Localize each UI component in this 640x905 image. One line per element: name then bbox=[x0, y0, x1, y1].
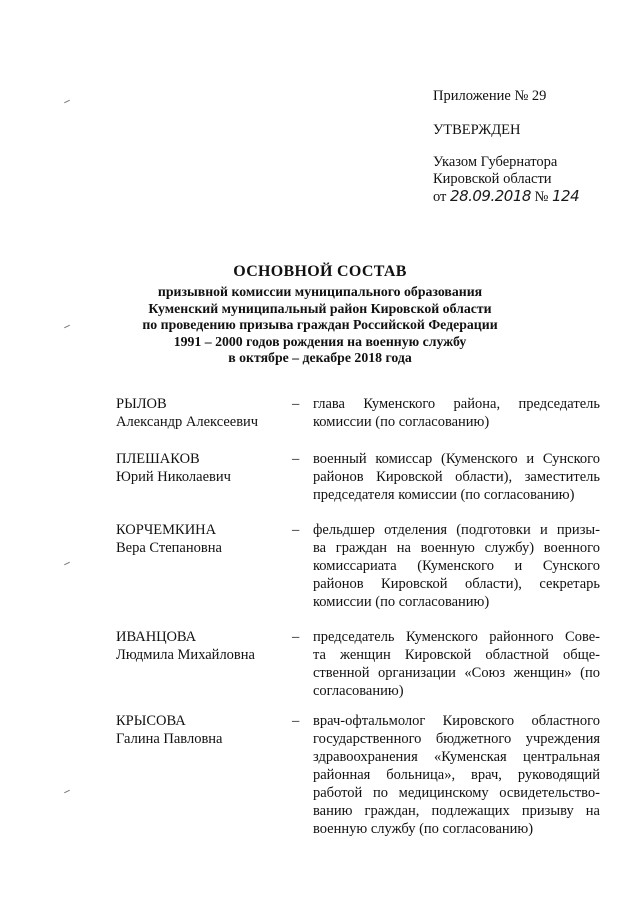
position-line: работой по медицинскому освидетельство- bbox=[313, 785, 600, 801]
member-surname: КОРЧЕМКИНА bbox=[116, 522, 217, 538]
dash-separator: – bbox=[292, 713, 300, 729]
member-surname: РЫЛОВ bbox=[116, 396, 167, 412]
margin-mark bbox=[64, 100, 70, 103]
member-name bbox=[116, 628, 286, 664]
position-line: комиссии (по согласованию) bbox=[313, 414, 490, 430]
title-line: по проведению призыва граждан Российской Федерации bbox=[142, 317, 498, 332]
dash-separator: – bbox=[292, 396, 300, 412]
position-line: военную службу (по согласованию) bbox=[313, 821, 534, 837]
position-line: согласованию) bbox=[313, 683, 404, 699]
position-line: комиссии (по согласованию) bbox=[313, 594, 490, 610]
position-line: ванию граждан, подлежащих призыву на bbox=[313, 803, 600, 819]
member-given-names: Александр Алексеевич bbox=[116, 414, 259, 430]
title-line: Куменский муниципальный район Кировской области bbox=[148, 300, 492, 316]
position-line: врач-офтальмолог Кировского областного bbox=[313, 713, 600, 729]
member-position bbox=[313, 395, 600, 431]
position-line: районов Кировской области), заместитель bbox=[313, 469, 600, 485]
member-position bbox=[313, 628, 600, 700]
member-name bbox=[116, 712, 286, 748]
margin-mark bbox=[64, 790, 70, 793]
member-given-names: Юрий Николаевич bbox=[116, 469, 231, 485]
dash-separator: – bbox=[292, 522, 300, 538]
date-prefix: от bbox=[433, 189, 447, 205]
decree-block bbox=[433, 154, 579, 206]
member-position bbox=[313, 521, 600, 611]
member-given-names: Людмила Михайловна bbox=[116, 647, 255, 663]
title-line: в октябре – декабре 2018 года bbox=[228, 350, 412, 365]
title-line: 1991 – 2000 годов рождения на военную службу bbox=[173, 333, 467, 349]
position-line: ва граждан на военную службу) военного bbox=[313, 540, 600, 556]
title-line: призывной комиссии муниципального образования bbox=[157, 284, 483, 299]
approved-label: УТВЕРЖДЕН bbox=[433, 122, 521, 138]
member-given-names: Галина Павловна bbox=[116, 731, 223, 747]
appendix-label: Приложение № 29 bbox=[433, 88, 547, 104]
position-line: государственного бюджетного учреждения bbox=[313, 731, 600, 747]
position-line: ственной организации «Союз женщин» (по bbox=[313, 665, 600, 681]
number-prefix: № bbox=[534, 189, 549, 205]
position-line: та женщин Кировской областной обще- bbox=[313, 647, 600, 663]
dash-separator: – bbox=[292, 451, 300, 467]
position-line: военный комиссар (Куменского и Сунского bbox=[313, 451, 600, 467]
decree-date-line bbox=[433, 188, 579, 206]
position-line: районов Кировской области), секретарь bbox=[313, 576, 600, 592]
member-position bbox=[313, 450, 600, 504]
handwritten-number: 124 bbox=[552, 187, 580, 205]
dash-separator: – bbox=[292, 629, 300, 645]
position-line: комиссариата (Куменского и Сунского bbox=[313, 558, 600, 574]
document-title bbox=[100, 262, 540, 367]
member-given-names: Вера Степановна bbox=[116, 540, 222, 556]
decree-line: Указом Губернатора bbox=[433, 154, 558, 170]
position-line: председатель Куменского районного Сове- bbox=[313, 629, 600, 645]
member-position bbox=[313, 712, 600, 838]
position-line: районная больница», врач, руководящий bbox=[313, 767, 600, 783]
member-name bbox=[116, 450, 286, 486]
position-line: здравоохранения «Куменская центральная bbox=[313, 749, 600, 765]
handwritten-date: 28.09.2018 bbox=[450, 187, 531, 205]
margin-mark bbox=[64, 562, 70, 565]
member-surname: ИВАНЦОВА bbox=[116, 629, 197, 645]
member-surname: КРЫСОВА bbox=[116, 713, 186, 729]
member-name bbox=[116, 395, 286, 431]
margin-mark bbox=[64, 325, 70, 328]
position-line: председателя комиссии (по согласованию) bbox=[313, 487, 575, 503]
decree-line: Кировской области bbox=[433, 171, 552, 187]
position-line: глава Куменского района, председатель bbox=[313, 396, 600, 412]
position-line: фельдшер отделения (подготовки и призы- bbox=[313, 522, 600, 538]
title-main: ОСНОВНОЙ СОСТАВ bbox=[233, 263, 407, 280]
member-name bbox=[116, 521, 286, 557]
member-surname: ПЛЕШАКОВ bbox=[116, 451, 200, 467]
